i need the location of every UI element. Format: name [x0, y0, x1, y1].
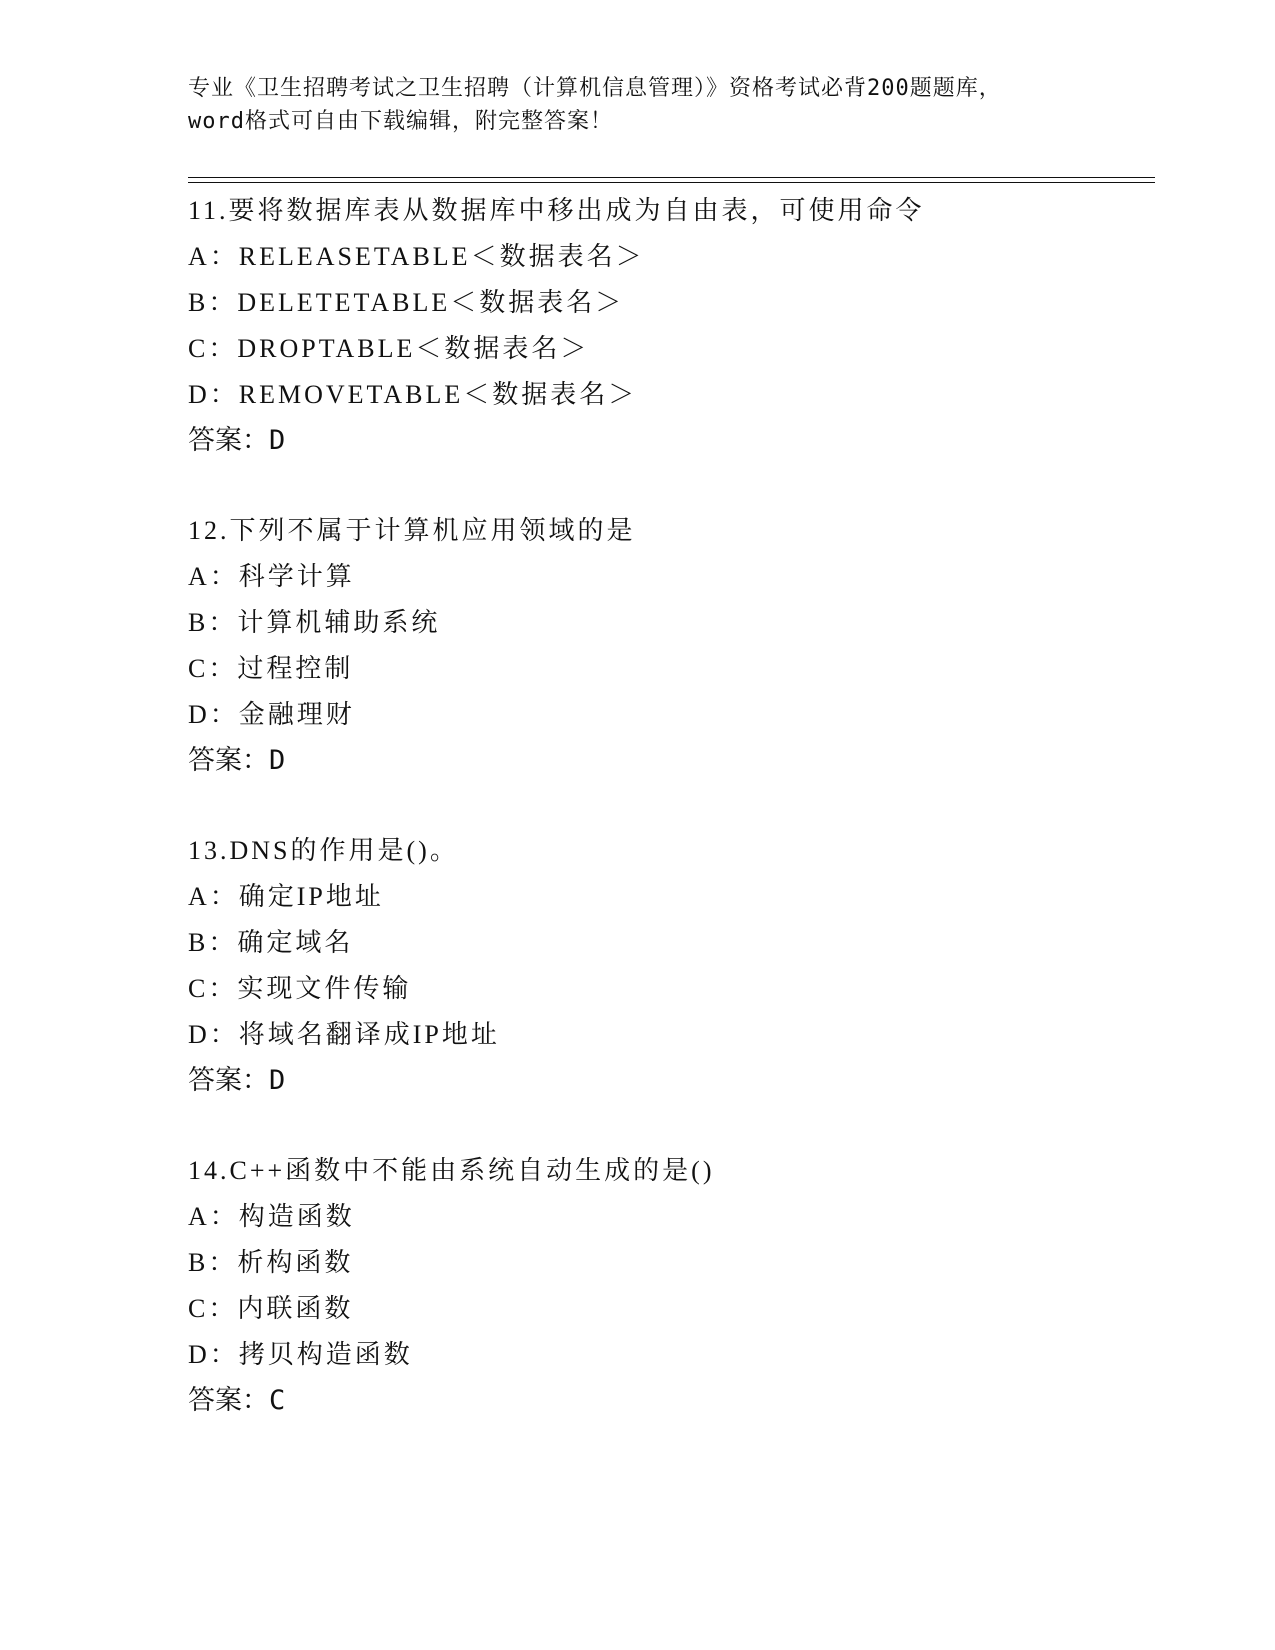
option-c: C：实现文件传输 — [188, 974, 412, 1003]
header-line-2: word格式可自由下载编辑，附完整答案！ — [188, 109, 613, 134]
question-stem: 12.下列不属于计算机应用领域的是 — [188, 516, 636, 545]
option-d: D：金融理财 — [188, 700, 355, 729]
question-stem: 13.DNS的作用是()。 — [188, 836, 459, 865]
option-c: C：内联函数 — [188, 1294, 354, 1323]
question-12 — [188, 508, 1148, 784]
document-header — [188, 72, 1148, 138]
option-a: A：构造函数 — [188, 1202, 355, 1231]
option-b: B：计算机辅助系统 — [188, 608, 441, 637]
question-list — [188, 188, 1148, 1468]
question-13 — [188, 828, 1148, 1104]
option-a: A：科学计算 — [188, 562, 355, 591]
option-b: B：析构函数 — [188, 1248, 354, 1277]
question-stem: 14.C++函数中不能由系统自动生成的是() — [188, 1156, 715, 1185]
option-c: C：DROPTABLE＜数据表名＞ — [188, 334, 590, 363]
option-d: D：将域名翻译成IP地址 — [188, 1020, 500, 1049]
option-d: D：拷贝构造函数 — [188, 1340, 413, 1369]
option-c: C：过程控制 — [188, 654, 354, 683]
question-11 — [188, 188, 1148, 464]
option-a: A：确定IP地址 — [188, 882, 384, 911]
option-b: B：DELETETABLE＜数据表名＞ — [188, 288, 625, 317]
question-stem: 11.要将数据库表从数据库中移出成为自由表，可使用命令 — [188, 196, 925, 225]
answer-line: 答案：C — [188, 1385, 286, 1416]
header-divider-bottom — [188, 182, 1155, 183]
option-d: D：REMOVETABLE＜数据表名＞ — [188, 380, 638, 409]
header-divider-top — [188, 177, 1155, 178]
answer-line: 答案：D — [188, 425, 286, 456]
answer-line: 答案：D — [188, 1065, 286, 1096]
question-14 — [188, 1148, 1148, 1424]
answer-line: 答案：D — [188, 745, 286, 776]
option-b: B：确定域名 — [188, 928, 354, 957]
option-a: A：RELEASETABLE＜数据表名＞ — [188, 242, 645, 271]
header-line-1: 专业《卫生招聘考试之卫生招聘（计算机信息管理）》资格考试必背200题题库， — [188, 76, 1002, 101]
